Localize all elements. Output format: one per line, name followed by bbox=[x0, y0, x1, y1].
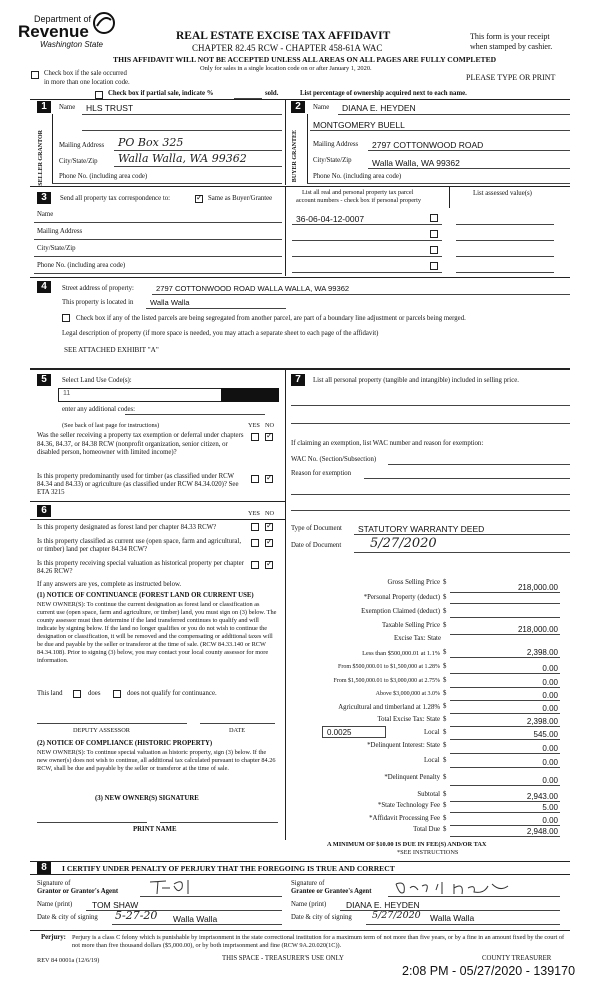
personal-dollar: $ bbox=[443, 594, 447, 601]
sec4-located: Walla Walla bbox=[150, 298, 190, 307]
total-due-dollar: $ bbox=[443, 826, 447, 833]
form-number: REV 84 0001a (12/6/19) bbox=[37, 957, 100, 964]
deputy-assessor-label: DEPUTY ASSESSOR bbox=[73, 727, 130, 734]
grantor-name-label: Name (print) bbox=[37, 901, 73, 908]
excise-state-label: Excise Tax: State bbox=[394, 635, 441, 642]
grantee-signature bbox=[392, 878, 512, 898]
total-due-label: Total Due bbox=[413, 826, 440, 833]
sec3-mailing-label: Mailing Address bbox=[37, 228, 83, 235]
grantor-date: 5-27-20 bbox=[115, 909, 158, 922]
proc-fee-value: 0.00 bbox=[542, 816, 558, 825]
sec4-legal-label: Legal description of property (if more space is needed, you may attach a separate sheet to each page of the affidavit) bbox=[62, 330, 379, 337]
land-does-checkbox[interactable] bbox=[73, 690, 81, 698]
doc-type-label: Type of Document bbox=[291, 525, 342, 532]
personal-label: *Personal Property (deduct) bbox=[363, 594, 440, 601]
list-pct-label: List percentage of ownership acquired next to each name. bbox=[300, 90, 467, 97]
does-label: does bbox=[88, 690, 101, 697]
sec7-title: List all personal property (tangible and intangible) included in selling price. bbox=[313, 377, 519, 384]
sec3-phone-label: Phone No. (including area code) bbox=[37, 262, 126, 269]
sec1-side-label: SELLER GRANTOR bbox=[38, 130, 44, 186]
delinq-local-label: Local bbox=[424, 757, 440, 764]
dept-line3: Washington State bbox=[40, 40, 104, 49]
local-rate-box bbox=[322, 726, 386, 738]
sec5-q2-no[interactable] bbox=[265, 475, 273, 483]
reason-label: Reason for exemption bbox=[291, 470, 352, 477]
sec4-legal: SEE ATTACHED EXHIBIT "A" bbox=[64, 346, 159, 354]
notice1-body: NEW OWNER(S): To continue the current designation as forest land or classification as current use (open space, farm and agriculture, or timber) land, you must sign on (3) below. The county assessor must then determine if the land transferred continues to qualify and will indicate by signing below. If the land no longer qualifies or you do not wish to continue the designation or classification, it will be removed and the compensating or additional taxes will be due and payable by the seller or transferor at the time of sale. (RCW 84.33.140 or RCW 84.34.108). Prior to signing (3) below, you may contact your local county assessor for more information. bbox=[37, 601, 277, 664]
section-7-number: 7 bbox=[291, 374, 305, 386]
this-land-label: This land bbox=[37, 690, 63, 697]
see-back-label: (See back of last page for instructions) bbox=[62, 422, 160, 429]
grantee-sig-label1: Signature of bbox=[291, 880, 325, 887]
land-use-dropdown[interactable] bbox=[58, 388, 278, 402]
receipt-line2: when stamped by cashier. bbox=[470, 42, 553, 51]
sec1-phone-label: Phone No. (including area code) bbox=[59, 173, 148, 180]
t4-value: 0.00 bbox=[542, 691, 558, 700]
notice3-title: (3) NEW OWNER(S) SIGNATURE bbox=[95, 795, 199, 802]
grantee-date: 5/27/2020 bbox=[372, 910, 421, 921]
t2-dollar: $ bbox=[443, 663, 447, 670]
please-type: PLEASE TYPE OR PRINT bbox=[466, 73, 556, 82]
sec5-q1: Was the seller receiving a property tax exemption or deferral under chapters 84.36, 84.37, or 84.38 RCW (nonprofit organization, senior citizen, or disabled person, homeowner with limited income)? bbox=[37, 432, 244, 456]
sec6-no: NO bbox=[265, 510, 275, 517]
sec2-name-label: Name bbox=[313, 104, 330, 111]
subtotal-label: Subtotal bbox=[417, 791, 440, 798]
parcels-header2: account numbers - check box if personal property bbox=[296, 197, 422, 204]
parcel-number: 36-06-04-12-0007 bbox=[296, 214, 365, 224]
receipt-line1: This form is your receipt bbox=[470, 32, 550, 41]
sec4-located-label: This property is located in bbox=[62, 299, 134, 306]
sec6-q1-yes[interactable] bbox=[251, 523, 259, 531]
sec3-send-label: Send all property tax correspondence to: bbox=[60, 195, 171, 202]
land-does-not-checkbox[interactable] bbox=[113, 690, 121, 698]
date-label: DATE bbox=[229, 727, 246, 734]
state-seal-icon bbox=[92, 11, 116, 35]
grantee-date-label: Date & city of signing bbox=[291, 914, 352, 921]
section-1-number: 1 bbox=[37, 101, 51, 113]
t3-value: 0.00 bbox=[542, 678, 558, 687]
minimum-notice: A MINIMUM OF $10.00 IS DUE IN FEE(S) AND/OR TAX bbox=[327, 841, 487, 848]
section-5-number: 5 bbox=[37, 374, 51, 386]
tech-fee-value: 5.00 bbox=[542, 803, 558, 812]
grantor-date-label: Date & city of signing bbox=[37, 914, 98, 921]
local-label: Local bbox=[424, 729, 440, 736]
taxable-label: Taxable Selling Price bbox=[381, 622, 440, 629]
section-6-number: 6 bbox=[37, 505, 51, 517]
delinq-local-value: 0.00 bbox=[542, 758, 558, 767]
delinq-state-value: 0.00 bbox=[542, 744, 558, 753]
parcel-4-personal-checkbox[interactable] bbox=[430, 262, 438, 270]
t1-value: 2,398.00 bbox=[526, 648, 558, 657]
total-state-dollar: $ bbox=[443, 716, 447, 723]
sec1-mailing-label: Mailing Address bbox=[59, 142, 105, 149]
doc-date-label: Date of Document bbox=[291, 542, 342, 549]
sec1-mailing: PO Box 325 bbox=[118, 136, 184, 149]
dept-line2: Revenue bbox=[18, 22, 89, 41]
perjury-text: Perjury is a class C felony which is punishable by imprisonment in the state correctional institution for a maximum term of not more than five years, or by a fine in an amount fixed by the court of not more than five thousand dollars ($5,000.00), or by both imprisonment and fine (RCW 9A.20.020(1C)). bbox=[72, 934, 565, 949]
sec6-yes: YES bbox=[248, 510, 260, 517]
delinq-local-dollar: $ bbox=[443, 757, 447, 764]
exemption-dollar: $ bbox=[443, 608, 447, 615]
proc-fee-dollar: $ bbox=[443, 815, 447, 822]
t3-label: From $1,500,000.01 to $3,000,000 at 2.75% bbox=[333, 678, 440, 684]
multi-location-checkbox[interactable] bbox=[31, 71, 39, 79]
partial-sale-checkbox[interactable] bbox=[95, 91, 103, 99]
parcels-header1: List all real and personal property tax parcel bbox=[302, 189, 414, 196]
t4-dollar: $ bbox=[443, 690, 447, 697]
sec4-segregated: Check box if any of the listed parcels are being segregated from another parcel, are part of a boundary line adjustment or parcels being merged. bbox=[76, 315, 466, 322]
t2-value: 0.00 bbox=[542, 664, 558, 673]
tech-fee-dollar: $ bbox=[443, 802, 447, 809]
grantor-city: Walla Walla bbox=[173, 914, 218, 924]
t1-label: Less than $500,000.01 at 1.1% bbox=[362, 650, 440, 657]
local-value: 545.00 bbox=[533, 730, 558, 739]
sec2-mailing: 2797 COTTONWOOD ROAD bbox=[372, 140, 484, 150]
exempt-label: If claiming an exemption, list WAC number and reason for exemption: bbox=[291, 440, 484, 447]
tech-fee-label: *State Technology Fee bbox=[377, 802, 440, 809]
t1-dollar: $ bbox=[443, 649, 447, 656]
local-dollar: $ bbox=[443, 729, 447, 736]
perjury-label: Perjury: bbox=[41, 934, 66, 941]
wac-label: WAC No. (Section/Subsection) bbox=[291, 456, 377, 463]
form-warning: THIS AFFIDAVIT WILL NOT BE ACCEPTED UNLESS ALL AREAS ON ALL PAGES ARE FULLY COMPLETED bbox=[113, 55, 497, 64]
exemption-label: Exemption Claimed (deduct) bbox=[361, 608, 440, 615]
delinq-pen-label: *Delinquent Penalty bbox=[384, 774, 440, 781]
taxable-dollar: $ bbox=[443, 622, 447, 629]
sec3-same-label: Same as Buyer/Grantee bbox=[208, 195, 273, 202]
dept-logo bbox=[18, 14, 103, 49]
sec1-name: HLS TRUST bbox=[86, 103, 134, 113]
parcel-2-personal-checkbox[interactable] bbox=[430, 230, 438, 238]
sec6-q3-yes[interactable] bbox=[251, 561, 259, 569]
sec2-name2: MONTGOMERY BUELL bbox=[313, 120, 405, 130]
see-instructions: *SEE INSTRUCTIONS bbox=[397, 849, 459, 856]
sec6-q1-no[interactable] bbox=[265, 523, 273, 531]
t5-value: 0.00 bbox=[542, 704, 558, 713]
total-state-value: 2,398.00 bbox=[526, 717, 558, 726]
grantee-city: Walla Walla bbox=[430, 913, 475, 923]
total-state-label: Total Excise Tax: State bbox=[377, 716, 440, 723]
assessed-header: List assessed value(s) bbox=[473, 190, 532, 197]
land-use-label: Select Land Use Code(s): bbox=[62, 377, 132, 384]
sec6-q3-no[interactable] bbox=[265, 561, 273, 569]
notice1-title: (1) NOTICE OF CONTINUANCE (FOREST LAND OR CURRENT USE) bbox=[37, 592, 254, 599]
sec3-city-label: City/State/Zip bbox=[37, 245, 76, 252]
delinq-state-dollar: $ bbox=[443, 742, 447, 749]
gross-dollar: $ bbox=[443, 579, 447, 586]
sec4-street: 2797 COTTONWOOD ROAD WALLA WALLA, WA 99362 bbox=[156, 284, 350, 293]
sec6-q2: Is this property classified as current use (open space, farm and agricultural, or timber) land per chapter 84.34 RCW? bbox=[37, 538, 242, 553]
dept-line1: Department of bbox=[34, 14, 92, 24]
delinq-state-label: *Delinquent Interest: State bbox=[367, 742, 440, 749]
sec2-mailing-label: Mailing Address bbox=[313, 141, 359, 148]
grantor-name: TOM SHAW bbox=[92, 900, 139, 910]
sec4-street-label: Street address of property: bbox=[62, 285, 134, 292]
sec6-if-yes: If any answers are yes, complete as instructed below. bbox=[37, 581, 182, 588]
sec3-name-label: Name bbox=[37, 211, 54, 218]
subtotal-value: 2,943.00 bbox=[526, 792, 558, 801]
t5-dollar: $ bbox=[443, 703, 447, 710]
sec2-city: Walla Walla, WA 99362 bbox=[372, 158, 460, 168]
proc-fee-label: *Affidavit Processing Fee bbox=[369, 815, 440, 822]
sec5-q2: Is this property predominantly used for timber (as classified under RCW 84.34 and 84.33) or agriculture (as classified under RCW 84.34.020)? See ETA 3215 bbox=[37, 473, 239, 496]
multi-location-label1: Check box if the sale occurred bbox=[44, 70, 127, 77]
sec5-q2-yes[interactable] bbox=[251, 475, 259, 483]
sec1-city-label: City/State/Zip bbox=[59, 158, 98, 165]
delinq-pen-value: 0.00 bbox=[542, 776, 558, 785]
grantor-signature bbox=[148, 876, 196, 896]
gross-value: 218,000.00 bbox=[517, 583, 558, 592]
grantee-name-label: Name (print) bbox=[291, 901, 327, 908]
sec5-yes: YES bbox=[248, 422, 260, 429]
receipt-stamp: 2:08 PM - 05/27/2020 - 139170 bbox=[402, 964, 576, 978]
sec6-q3: Is this property receiving special valuation as historical property per chapter 84.26 RCW? bbox=[37, 560, 244, 575]
multi-location-label2: in more than one location code. bbox=[44, 79, 130, 86]
sec5-q1-no[interactable] bbox=[265, 433, 273, 441]
treasurer-space: THIS SPACE - TREASURER'S USE ONLY bbox=[222, 955, 344, 962]
sec2-city-label: City/State/Zip bbox=[313, 157, 352, 164]
additional-codes-label: enter any additional codes: bbox=[62, 406, 136, 413]
does-not-label: does not qualify for continuance. bbox=[127, 690, 217, 697]
segregated-checkbox[interactable] bbox=[62, 314, 70, 322]
notice2-body: NEW OWNER(S): To continue special valuation as historic property, sign (3) below. If the new owner(s) does not wish to continue, all additional tax calculated pursuant to chapter 84.26 RCW, shall be due and payable by the seller or transferor at the time of sale. bbox=[37, 749, 276, 772]
section-8-number: 8 bbox=[37, 862, 51, 874]
gross-label: Gross Selling Price bbox=[387, 579, 440, 586]
partial-sale-label: Check box if partial sale, indicate % bbox=[108, 90, 214, 97]
form-subtitle: CHAPTER 82.45 RCW - CHAPTER 458-61A WAC bbox=[192, 43, 383, 53]
total-due-value: 2,948.00 bbox=[526, 827, 558, 836]
sec2-side-label: BUYER GRANTEE bbox=[292, 130, 298, 183]
form-only-for: Only for sales in a single location code on or after January 1, 2020. bbox=[200, 65, 372, 72]
local-rate: 0.0025 bbox=[327, 728, 352, 737]
sec6-q2-no[interactable] bbox=[265, 539, 273, 547]
land-use-value: 11 bbox=[63, 390, 71, 397]
sold-label: sold. bbox=[265, 90, 279, 97]
form-title: REAL ESTATE EXCISE TAX AFFIDAVIT bbox=[176, 30, 391, 42]
grantor-sig-label2: Grantor or Grantor's Agent bbox=[37, 888, 119, 895]
taxable-value: 218,000.00 bbox=[517, 625, 558, 634]
doc-date: 5/27/2020 bbox=[370, 536, 437, 551]
sec1-city: Walla Walla, WA 99362 bbox=[118, 152, 247, 165]
section-2-number: 2 bbox=[291, 101, 305, 113]
same-as-buyer-checkbox[interactable] bbox=[195, 195, 203, 203]
t4-label: Above $3,000,000 at 3.0% bbox=[375, 691, 440, 697]
certify-statement: I CERTIFY UNDER PENALTY OF PERJURY THAT THE FOREGOING IS TRUE AND CORRECT bbox=[62, 864, 395, 873]
sec6-q1: Is this property designated as forest land per chapter 84.33 RCW? bbox=[37, 524, 217, 531]
grantee-name: DIANA E. HEYDEN bbox=[346, 900, 420, 910]
grantee-sig-label2: Grantee or Grantee's Agent bbox=[291, 888, 372, 895]
notice2-title: (2) NOTICE OF COMPLIANCE (HISTORIC PROPERTY) bbox=[37, 740, 213, 747]
subtotal-dollar: $ bbox=[443, 791, 447, 798]
t3-dollar: $ bbox=[443, 677, 447, 684]
t2-label: From $500,000.01 to $1,500,000 at 1.28% bbox=[338, 664, 440, 670]
section-3-number: 3 bbox=[37, 192, 51, 204]
section-4-number: 4 bbox=[37, 281, 51, 293]
delinq-pen-dollar: $ bbox=[443, 774, 447, 781]
parcel-1-personal-checkbox[interactable] bbox=[430, 214, 438, 222]
print-name-label: PRINT NAME bbox=[133, 826, 177, 833]
grantor-sig-label1: Signature of bbox=[37, 880, 71, 887]
sec2-phone-label: Phone No. (including area code) bbox=[313, 173, 402, 180]
sec1-name-label: Name bbox=[59, 104, 76, 111]
sec2-name1: DIANA E. HEYDEN bbox=[342, 103, 416, 113]
county-treasurer: COUNTY TREASURER bbox=[482, 955, 552, 962]
dropdown-arrow-icon bbox=[221, 388, 279, 402]
sec5-no: NO bbox=[265, 422, 275, 429]
sec6-q2-yes[interactable] bbox=[251, 539, 259, 547]
parcel-3-personal-checkbox[interactable] bbox=[430, 246, 438, 254]
t5-label: Agricultural and timberland at 1.28% bbox=[338, 704, 440, 711]
sec5-q1-yes[interactable] bbox=[251, 433, 259, 441]
doc-type: STATUTORY WARRANTY DEED bbox=[358, 524, 485, 534]
